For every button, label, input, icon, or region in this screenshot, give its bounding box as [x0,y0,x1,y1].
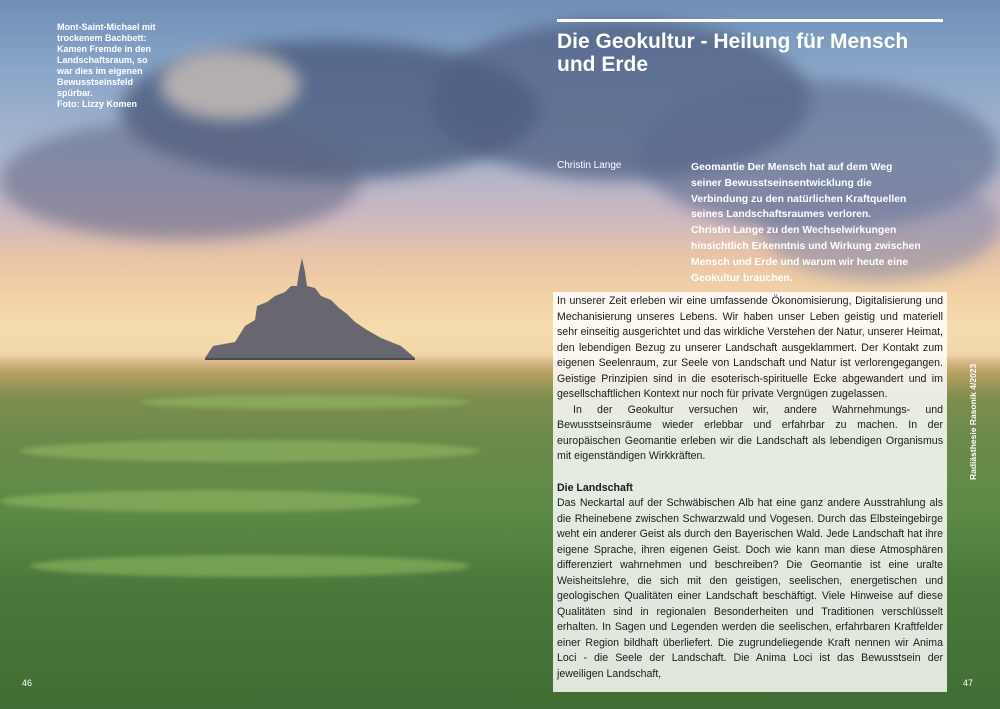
caption-line: spürbar. [57,88,93,98]
article-author: Christin Lange [557,160,622,171]
lead-line: seines Landschaftsraumes verloren. [691,209,872,221]
title-rule [557,19,943,22]
photo-caption [57,22,172,110]
caption-line: Bewusstseinsfeld [57,77,134,87]
caption-line: war dies im eigenen [57,66,143,76]
grass-ridge [30,555,470,577]
cloud-highlight [160,50,300,120]
body-paragraph: In der Geokultur versuchen wir, andere Wahrnehmungs- und Bewusstseinsräume wieder erlebbar und erfahrbar zu machen. In der europäischen Geomantie erleben wir die Landschaft als lebendigen Organismus mit eigenständigen Wirkkräften. [557,403,943,462]
caption-line: Kamen Fremde in den [57,44,152,54]
caption-line: trockenem Bachbett: [57,33,147,43]
lead-line: Geokultur brauchen. [691,272,793,284]
caption-line: Mont-Saint-Michael mit [57,22,156,32]
lead-line: Christin Lange zu den Wechselwirkungen [691,225,897,237]
lead-line: Mensch und Erde und warum wir heute eine [691,256,909,268]
caption-credit: Foto: Lizzy Komen [57,99,137,109]
grass-ridge [20,440,480,462]
article-title: Die Geokultur - Heilung für Mensch und Erde [557,30,909,76]
grass-ridge [0,490,420,512]
article-body [553,292,947,682]
caption-line: Landschaftsraum, so [57,55,148,65]
body-paragraph: Das Neckartal auf der Schwäbischen Alb hat eine ganz andere Ausstrahlung als die Rheinebene zwischen Schwarzwald und Vogesen. Durch das Elbsteingebirge weht ein anderer Geist als durch den Bayerischen Wald. Jede Landschaft hat ihre eigene Sprache, ihren eigenen Geist. Doch wie kann man diese Atmosphären differenziert wahrnehmen und beschreiben? Die Geomantie ist eine uralte Weisheitslehre, die sich mit den geistigen, seelischen, energetischen und geologischen Qualitäten einer Landschaft beschäftigt. Viele Hinweise auf diese Qualitäten sind in regionalen Besonderheiten und Traditionen verschlüsselt erhalten. In Sagen und Legenden werden die seelischen, erfahrbaren Kraftfelder einer Region bildhaft überliefert. Die zugrundeliegende Kraft nennen wir Anima Loci - die Seele der Landschaft. Die Anima Loci ist das Bewusstsein der jeweiligen Landschaft, [557,497,943,680]
article-body-box [553,292,947,692]
mont-saint-michel-silhouette [205,256,415,360]
lead-line: seiner Bewusstseinsentwicklung die [691,177,872,189]
lead-line: hinsichtlich Erkenntnis und Wirkung zwischen [691,240,921,252]
body-paragraph: In unserer Zeit erleben wir eine umfassende Ökonomisierung, Digitalisierung und Mechanisierung unseres Lebens. Wir haben unser Leben geistig und materiell sehr einseitig ausgerichtet und das wirkliche Verstehen der Natur, unserer Heimat, den lebendigen Bezug zu unserer Landschaft ausgeklammert. Der Kontakt zum eigenen Seelenraum, zur Seele von Landschaft und Natur ist verlorengegangen. Geistige Prinzipien sind in die esoterisch-spirituelle Ecke abgewandert und im gesellschaftlichen Kontext nur noch für private Vergnügen zugelassen. [557,295,943,400]
lead-line: Geomantie Der Mensch hat auf dem Weg [691,162,893,173]
lead-line: Verbindung zu den natürlichen Kraftquellen [691,193,907,205]
article-lead [691,160,956,286]
magazine-issue-label: Radiästhesie Rasonik 4/2023 [968,363,978,480]
cloud [0,120,360,240]
grass-ridge [140,395,470,409]
page-number-left: 46 [22,678,33,688]
page-number-right: 47 [963,678,974,688]
section-heading: Die Landschaft [557,481,633,494]
